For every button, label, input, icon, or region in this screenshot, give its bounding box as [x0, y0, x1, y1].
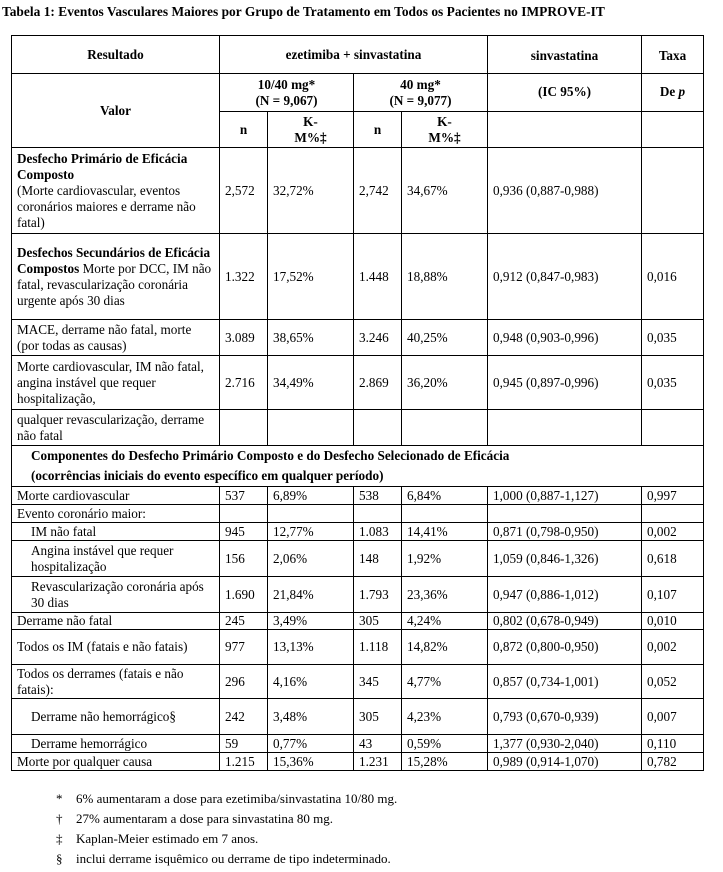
- cell-km1: 17,52%: [268, 234, 354, 320]
- cell-ic: 0,802 (0,678-0,949): [488, 613, 642, 630]
- cell-km1: 12,77%: [268, 523, 354, 541]
- cell-n1: [220, 505, 268, 523]
- cell-p: 0,052: [642, 665, 704, 699]
- footnote-text: inclui derrame isquêmico ou derrame de tipo indeterminado.: [76, 851, 391, 866]
- table-row: [12, 356, 704, 410]
- table-row: [12, 699, 704, 735]
- section-line-2: (ocorrências iniciais do evento específico em qualquer período): [31, 468, 384, 483]
- table-row: [12, 753, 704, 771]
- cell-n1: 242: [220, 699, 268, 735]
- cell-n2: 1.448: [354, 234, 402, 320]
- cell-ic: 0,871 (0,798-0,950): [488, 523, 642, 541]
- row-label: Todos os IM (fatais e não fatais): [12, 630, 220, 665]
- footnote-text: Kaplan-Meier estimado em 7 anos.: [76, 831, 259, 846]
- cell-km2: 36,20%: [402, 356, 488, 410]
- cell-n2: 1.793: [354, 577, 402, 613]
- cell-n2: 345: [354, 665, 402, 699]
- cell-n1: 245: [220, 613, 268, 630]
- row-label: Derrame não hemorrágico§: [12, 699, 220, 735]
- cell-n1: 1.690: [220, 577, 268, 613]
- table-row: [12, 577, 704, 613]
- cell-p: 0,007: [642, 699, 704, 735]
- cell-n1: 59: [220, 735, 268, 753]
- table-row: [12, 148, 704, 234]
- cell-ic: 0,948 (0,903-0,996): [488, 320, 642, 356]
- header-dose-1: [220, 74, 354, 112]
- table-row: [12, 613, 704, 630]
- header-ic: (IC 95%): [488, 74, 642, 112]
- cell-km1: 4,16%: [268, 665, 354, 699]
- footnote-text: 6% aumentaram a dose para ezetimiba/sinvastatina 10/80 mg.: [76, 791, 398, 806]
- cell-ic: 0,912 (0,847-0,983): [488, 234, 642, 320]
- row-label: Evento coronário maior:: [12, 505, 220, 523]
- footnote-symbol: §: [56, 851, 63, 866]
- header-valor: Valor: [12, 74, 220, 148]
- header-row-1: [12, 36, 704, 74]
- cell-n1: 3.089: [220, 320, 268, 356]
- row-label-bold: Desfecho Primário de Eficácia Composto: [17, 150, 188, 182]
- row-label: [12, 320, 220, 356]
- cell-km2: 14,82%: [402, 630, 488, 665]
- footnote: [56, 831, 258, 847]
- cell-n1: 1.322: [220, 234, 268, 320]
- cell-ic: 0,857 (0,734-1,001): [488, 665, 642, 699]
- cell-km2: [402, 410, 488, 446]
- cell-km1: 38,65%: [268, 320, 354, 356]
- section-heading: [12, 446, 704, 487]
- cell-n1: 1.215: [220, 753, 268, 771]
- cell-p: 0,010: [642, 613, 704, 630]
- row-label-text: Morte por DCC, IM não fatal, revascularização coronária urgente após 30 dias: [17, 260, 212, 308]
- cell-n1: 945: [220, 523, 268, 541]
- row-label-bold: Desfechos Secundários de Eficácia Compostos: [17, 244, 211, 276]
- cell-n2: 1.118: [354, 630, 402, 665]
- footnote: [56, 811, 333, 827]
- row-label-text: qualquer revascularização, derrame não fatal: [17, 411, 205, 443]
- section-line-1: Componentes do Desfecho Primário Composto e do Desfecho Selecionado de Eficácia: [31, 448, 510, 463]
- cell-km1: 2,06%: [268, 541, 354, 577]
- cell-ic: 0,793 (0,670-0,939): [488, 699, 642, 735]
- cell-n1: [220, 410, 268, 446]
- cell-n2: 538: [354, 487, 402, 505]
- cell-n1: 156: [220, 541, 268, 577]
- bottom-rows: [12, 487, 704, 771]
- cell-n2: [354, 410, 402, 446]
- cell-p: 0,107: [642, 577, 704, 613]
- cell-km2: 4,77%: [402, 665, 488, 699]
- table-title: Tabela 1: Eventos Vasculares Maiores por Grupo de Tratamento em Todos os Pacientes no IMPROVE-IT: [2, 4, 605, 19]
- cell-p: 0,997: [642, 487, 704, 505]
- cell-km1: [268, 410, 354, 446]
- table-row: [12, 665, 704, 699]
- header-dose-2-line-2: (N = 9,077): [389, 92, 452, 108]
- cell-p: 0,035: [642, 356, 704, 410]
- cell-km1: 13,13%: [268, 630, 354, 665]
- header-dep-prefix: De: [659, 84, 679, 99]
- top-rows: [12, 148, 704, 446]
- row-label: Morte por qualquer causa: [12, 753, 220, 771]
- cell-p: [642, 410, 704, 446]
- cell-n2: 43: [354, 735, 402, 753]
- row-label: Todos os derrames (fatais e não fatais):: [12, 665, 220, 699]
- table-row: [12, 505, 704, 523]
- cell-n2: 305: [354, 699, 402, 735]
- row-label: IM não fatal: [12, 523, 220, 541]
- row-label-text: (Morte cardiovascular, eventos coronários maiores e derrame não fatal): [17, 182, 196, 230]
- header-dep: [642, 74, 704, 112]
- cell-ic: 1,059 (0,846-1,326): [488, 541, 642, 577]
- cell-ic: [488, 505, 642, 523]
- row-label: [12, 234, 220, 320]
- cell-n1: 537: [220, 487, 268, 505]
- row-label: [12, 148, 220, 234]
- cell-km1: 34,49%: [268, 356, 354, 410]
- cell-p: [642, 505, 704, 523]
- row-label: Morte cardiovascular: [12, 487, 220, 505]
- cell-km1: 3,48%: [268, 699, 354, 735]
- cell-n1: 977: [220, 630, 268, 665]
- row-label: Derrame hemorrágico: [12, 735, 220, 753]
- cell-ic: 0,989 (0,914-1,070): [488, 753, 642, 771]
- cell-ic: 0,936 (0,887-0,988): [488, 148, 642, 234]
- cell-km1: 21,84%: [268, 577, 354, 613]
- table-row: [12, 541, 704, 577]
- cell-km1: 3,49%: [268, 613, 354, 630]
- cell-n2: 1.083: [354, 523, 402, 541]
- cell-ic: 1,000 (0,887-1,127): [488, 487, 642, 505]
- header-resultado: Resultado: [12, 36, 220, 74]
- footnote-symbol: ‡: [56, 831, 63, 846]
- cell-km2: 15,28%: [402, 753, 488, 771]
- header-ezetimiba: ezetimiba + sinvastatina: [220, 36, 488, 74]
- row-label-text: Morte cardiovascular, IM não fatal, angina instável que requer hospitalização,: [17, 358, 204, 406]
- cell-km2: 34,67%: [402, 148, 488, 234]
- cell-n2: 2.869: [354, 356, 402, 410]
- cell-km1: [268, 505, 354, 523]
- header-empty-p: [642, 112, 704, 148]
- footnote-symbol: *: [56, 791, 63, 806]
- cell-n2: 305: [354, 613, 402, 630]
- header-dep-p: p: [678, 84, 686, 99]
- cell-n2: 148: [354, 541, 402, 577]
- row-label: Derrame não fatal: [12, 613, 220, 630]
- cell-p: 0,110: [642, 735, 704, 753]
- row-label: Revascularização coronária após 30 dias: [12, 577, 220, 613]
- row-label: [12, 410, 220, 446]
- cell-km2: 40,25%: [402, 320, 488, 356]
- row-label: [12, 356, 220, 410]
- table-row: [12, 487, 704, 505]
- cell-km1: 6,89%: [268, 487, 354, 505]
- cell-km2: 4,24%: [402, 613, 488, 630]
- cell-km1: 15,36%: [268, 753, 354, 771]
- cell-p: 0,035: [642, 320, 704, 356]
- cell-p: [642, 148, 704, 234]
- header-dose-1-line-2: (N = 9,067): [255, 92, 318, 108]
- header-dose-2-line-1: 40 mg*: [400, 76, 441, 92]
- header-n-2: n: [354, 112, 402, 148]
- header-empty-ic: [488, 112, 642, 148]
- table-row: [12, 410, 704, 446]
- cell-km2: 6,84%: [402, 487, 488, 505]
- cell-n2: 1.231: [354, 753, 402, 771]
- row-label: Angina instável que requer hospitalização: [12, 541, 220, 577]
- cell-n2: 2,742: [354, 148, 402, 234]
- header-sinvastatina: sinvastatina: [488, 36, 642, 74]
- cell-ic: 1,377 (0,930-2,040): [488, 735, 642, 753]
- cell-km2: 14,41%: [402, 523, 488, 541]
- cell-p: 0,002: [642, 630, 704, 665]
- cell-ic: 0,872 (0,800-0,950): [488, 630, 642, 665]
- cell-km2: 1,92%: [402, 541, 488, 577]
- header-km-2: K-M%‡: [402, 112, 488, 148]
- cell-n1: 2.716: [220, 356, 268, 410]
- cell-n1: 296: [220, 665, 268, 699]
- cell-p: 0,016: [642, 234, 704, 320]
- cell-km2: [402, 505, 488, 523]
- footnote-symbol: †: [56, 811, 63, 826]
- cell-km2: 18,88%: [402, 234, 488, 320]
- row-label-text: MACE, derrame não fatal, morte (por todas as causas): [17, 321, 192, 353]
- cell-km1: 32,72%: [268, 148, 354, 234]
- footnote: [56, 791, 397, 807]
- cell-n2: [354, 505, 402, 523]
- cell-ic: [488, 410, 642, 446]
- header-taxa: Taxa: [642, 36, 704, 74]
- cell-n1: 2,572: [220, 148, 268, 234]
- header-dose-1-line-1: 10/40 mg*: [257, 76, 316, 92]
- header-n-1: n: [220, 112, 268, 148]
- footnote: [56, 851, 391, 867]
- header-km-1: K-M%‡: [268, 112, 354, 148]
- cell-ic: 0,947 (0,886-1,012): [488, 577, 642, 613]
- header-dose-2: [354, 74, 488, 112]
- table-row: [12, 630, 704, 665]
- cell-km1: 0,77%: [268, 735, 354, 753]
- results-table: [11, 35, 704, 771]
- cell-p: 0,002: [642, 523, 704, 541]
- table-row: [12, 234, 704, 320]
- section-row: [12, 446, 704, 487]
- table-row: [12, 320, 704, 356]
- table-row: [12, 523, 704, 541]
- cell-km2: 23,36%: [402, 577, 488, 613]
- cell-p: 0,618: [642, 541, 704, 577]
- table-row: [12, 735, 704, 753]
- cell-p: 0,782: [642, 753, 704, 771]
- cell-km2: 4,23%: [402, 699, 488, 735]
- header-row-2: [12, 74, 704, 112]
- cell-ic: 0,945 (0,897-0,996): [488, 356, 642, 410]
- cell-n2: 3.246: [354, 320, 402, 356]
- cell-km2: 0,59%: [402, 735, 488, 753]
- footnote-text: 27% aumentaram a dose para sinvastatina 80 mg.: [76, 811, 334, 826]
